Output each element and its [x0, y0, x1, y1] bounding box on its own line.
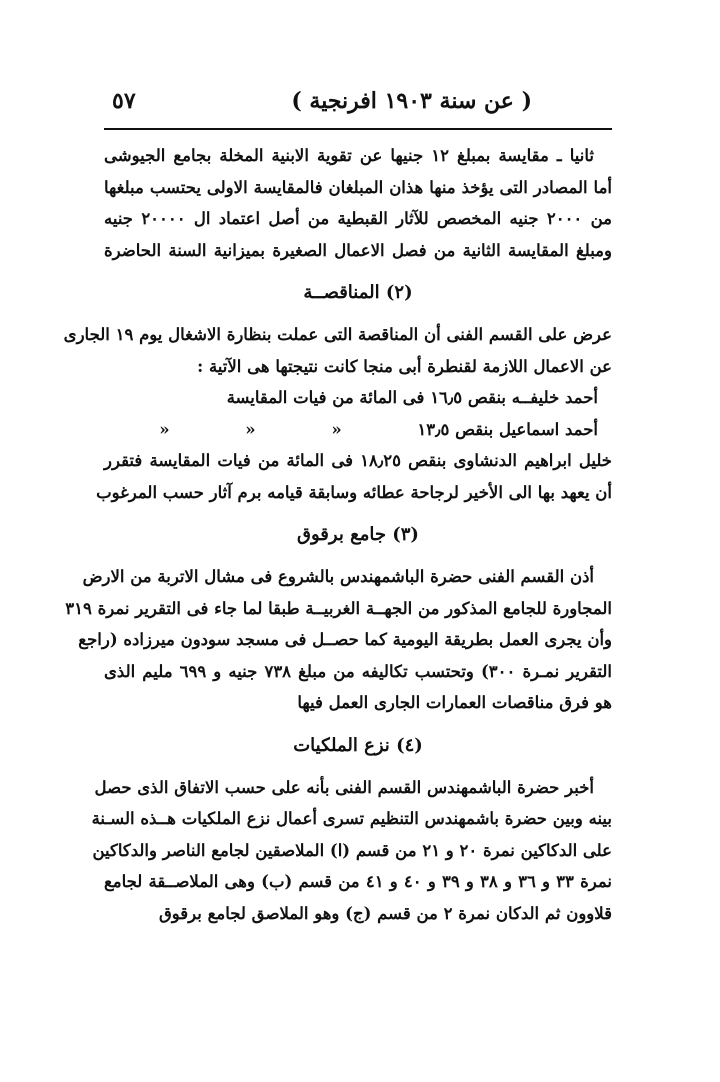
paragraph-line: المجاورة للجامع المذكور من الجهــة الغربيــة طبقا لما جاء فى التقرير نمرة ٣١٩	[65, 598, 612, 618]
ditto-mark: «	[159, 419, 170, 439]
page-header	[104, 84, 612, 124]
paragraph-line: أخبر حضرة الباشمهندس القسم الفنى بأنه على حسب الاتفاق الذى حصل	[94, 777, 594, 797]
paragraph-line: أما المصادر التى يؤخذ منها هذان المبلغان فالمقايسة الاولى يحتسب مبلغها	[104, 177, 612, 197]
section-tender	[63, 277, 612, 508]
header-divider	[104, 128, 612, 130]
running-title: ( عن سنة ١٩٠٣ افرنجية )	[291, 88, 532, 114]
section-heading: (٣) جامع برقوق	[297, 524, 419, 545]
paragraph-line: أذن القسم الفنى حضرة الباشمهندس بالشروع فى مشال الاتربة من الارض	[82, 567, 594, 586]
paragraph-line: عرض على القسم الفنى أن المناقصة التى عملت بنظارة الاشغال يوم ١٩ الجارى	[63, 325, 612, 344]
section-heading: (٤) نزع الملكيات	[293, 734, 423, 756]
paragraph-line: من ٢٠٠٠ جنيه المخصص للآثار القبطية من أصل اعتماد ال ٢٠٠٠٠ جنيه	[104, 209, 612, 228]
paragraph-line: عن الاعمال اللازمة لقنطرة أبى منجا كانت نتيجتها هى الآتية :	[197, 356, 612, 376]
ditto-mark: «	[331, 419, 342, 439]
paragraph-line: ومبلغ المقايسة الثانية من فصل الاعمال الصغيرة بميزانية السنة الحاضرة	[104, 240, 612, 260]
paragraph-line: بينه وبين حضرة باشمهندس التنظيم تسرى أعمال نزع الملكيات هــذه السـنة	[91, 809, 612, 828]
paragraph-line: على الدكاكين نمرة ٢٠ و ٢١ من قسم (ا) الملاصقين لجامع الناصر والدكاكين	[92, 840, 612, 860]
section-continuation	[104, 140, 612, 266]
paragraph-line: أن يعهد بها الى الأخير لرجاحة عطائه وسابقة قيامه برم آثار حسب المرغوب	[96, 482, 612, 502]
paragraph-line: خليل ابراهيم الدنشاوى بنقص ١٨٫٢٥ فى المائة من فيات المقايسة فتقرر	[104, 451, 612, 470]
bid-line	[104, 414, 612, 446]
paragraph-line: وأن يجرى العمل بطريقة اليومية كما حصــل فى مسجد سودون ميرزاده (راجع	[78, 630, 612, 649]
paragraph-line: هو فرق مناقصات العمارات الجارى العمل فيها	[297, 693, 612, 712]
page-body	[63, 140, 612, 929]
section-expropriation	[91, 730, 612, 930]
bid-text: أحمد اسماعيل بنقص ١٣٫٥	[417, 419, 598, 439]
ditto-mark: «	[245, 419, 256, 439]
paragraph-line: التقرير نمـرة ٣٠٠) وتحتسب تكاليفه من مبلغ ٧٣٨ جنيه و ٦٩٩ مليم الذى	[104, 661, 612, 681]
section-heading: (٢) المناقصــة	[303, 282, 413, 303]
paragraph-line: قلاوون ثم الدكان نمرة ٢ من قسم (ج) وهو الملاصق لجامع برقوق	[158, 903, 612, 923]
section-barquq-mosque	[65, 519, 612, 719]
bid-line: أحمد خليفــه بنقص ١٦٫٥ فى المائة من فيات المقايسة	[226, 388, 598, 407]
paragraph-line: نمرة ٣٣ و ٣٦ و ٣٨ و ٣٩ و ٤٠ و ٤١ من قسم (ب) وهى الملاصــقة لجامع	[104, 872, 612, 891]
paragraph-line: ثانيا ـ مقايسة بمبلغ ١٢ جنيها عن تقوية الابنية المخلة بجامع الجيوشى	[104, 146, 594, 165]
page-number: ٥٧	[112, 88, 136, 114]
